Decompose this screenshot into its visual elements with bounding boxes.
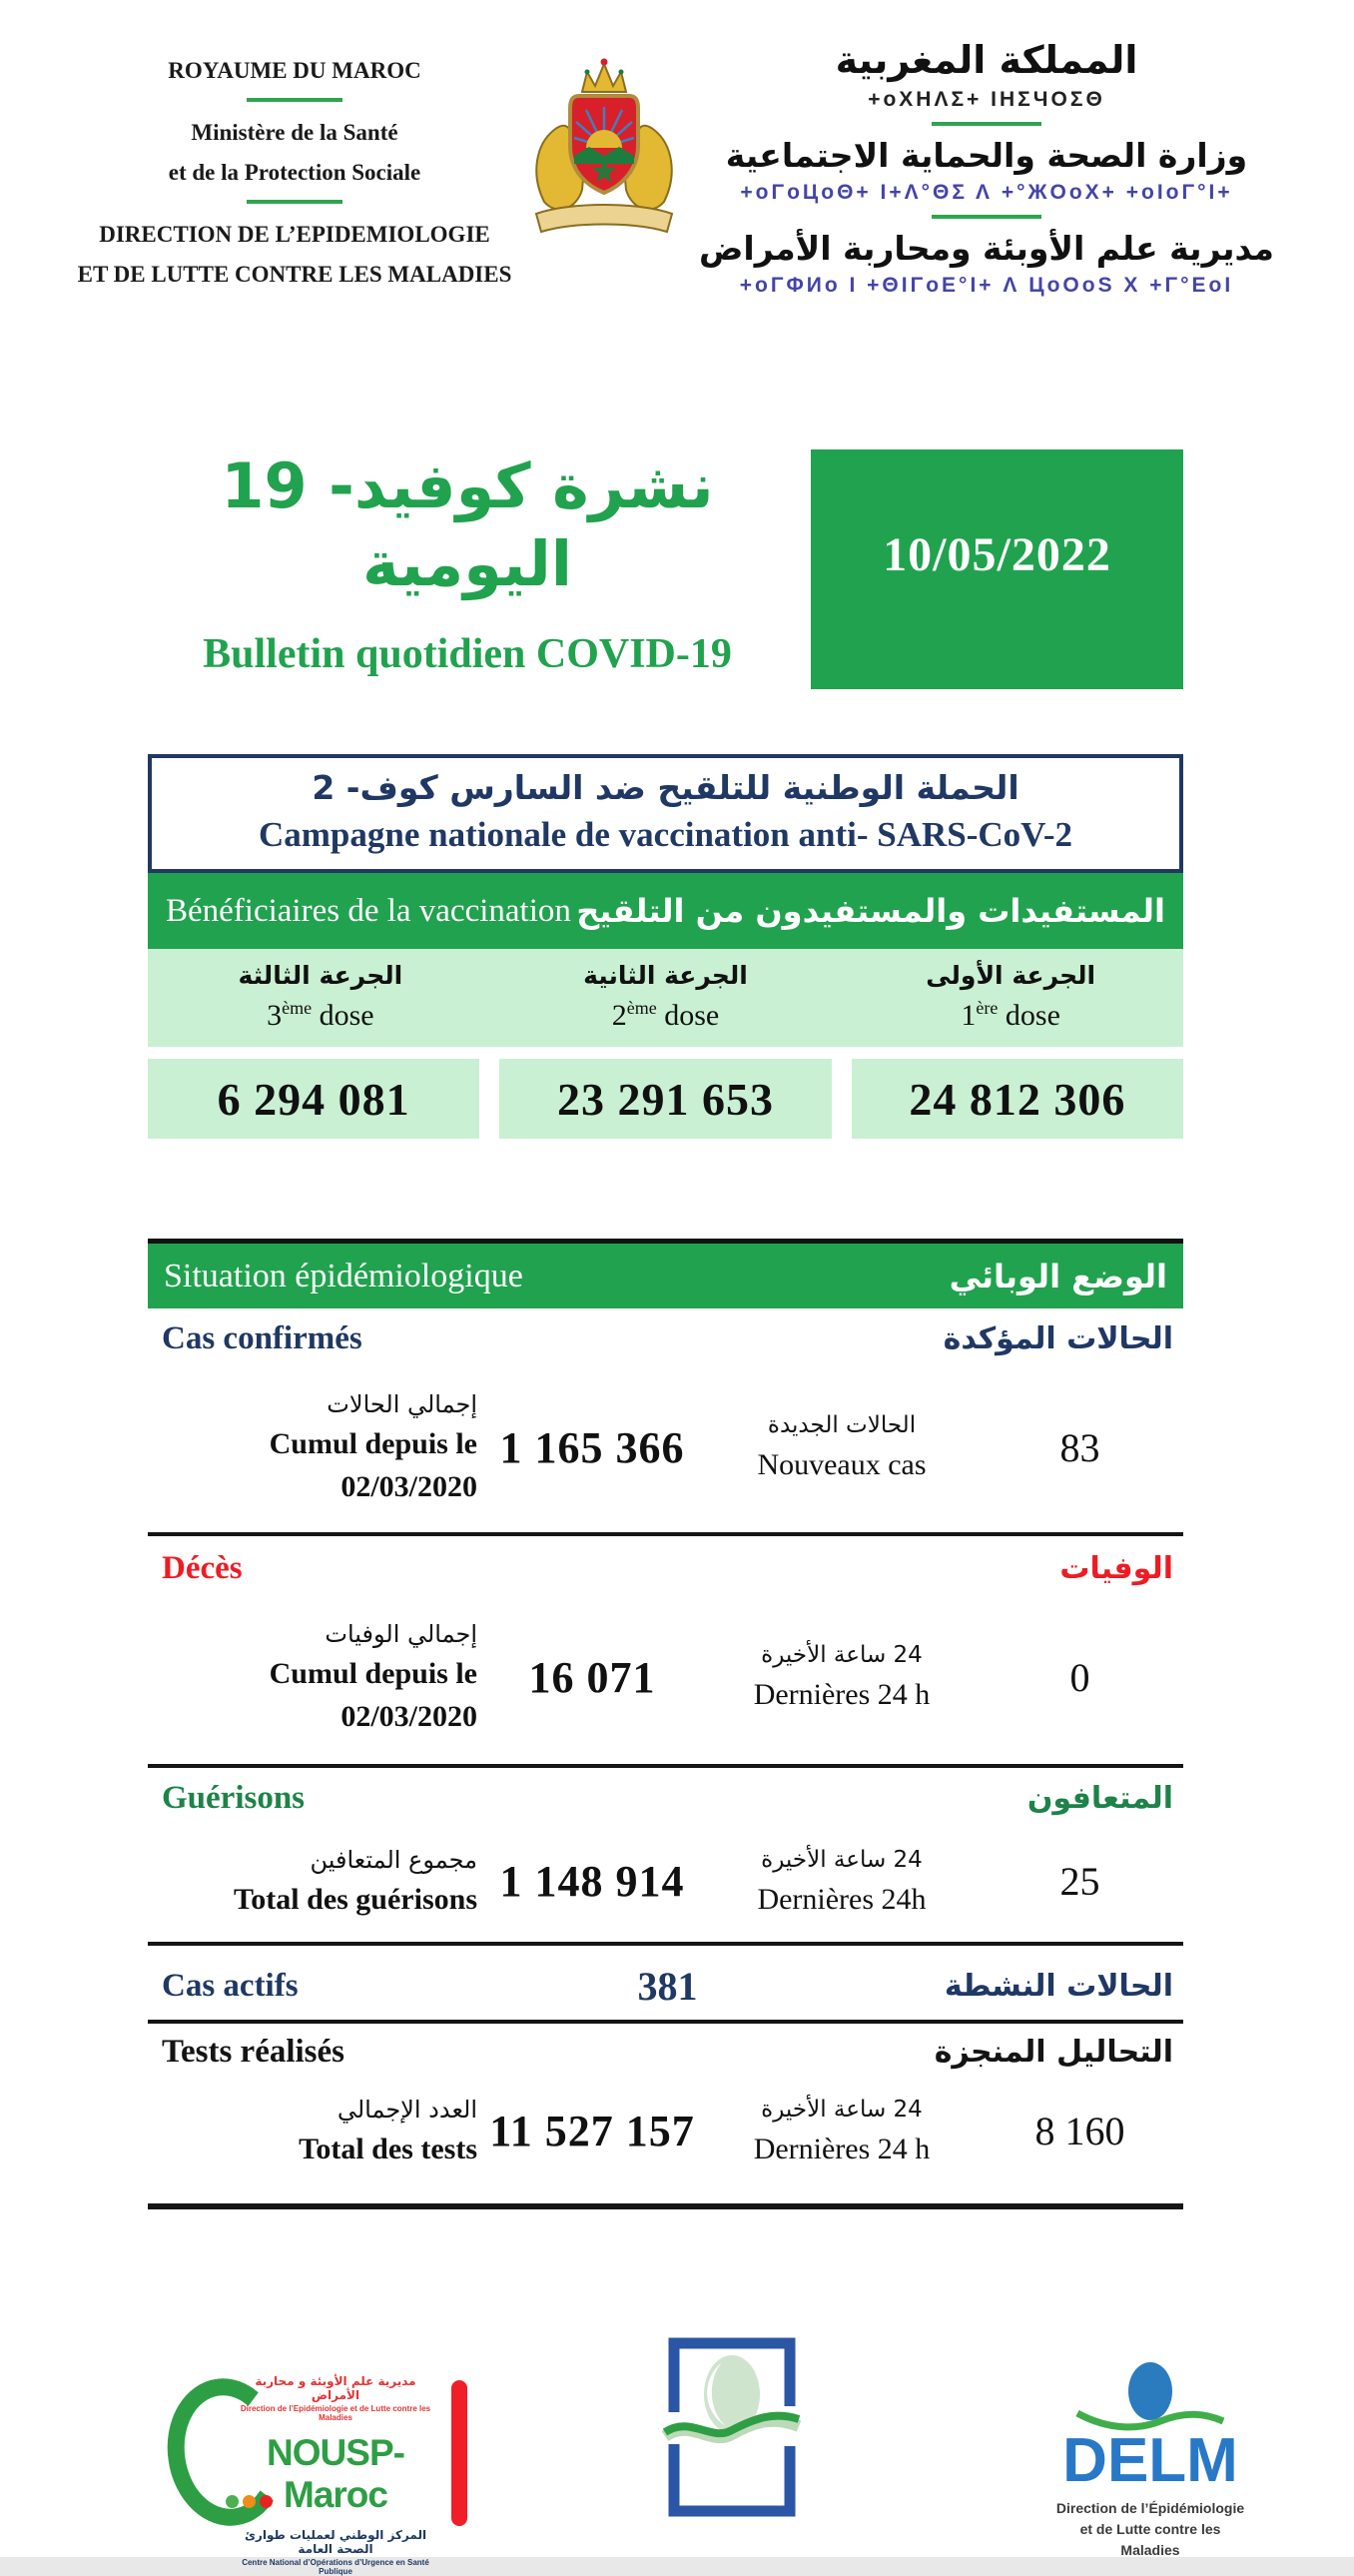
cnousp-text-block	[230, 2374, 441, 2576]
recoveries-row	[148, 1846, 1183, 1917]
dose-2-label	[493, 961, 839, 1033]
section-divider	[148, 1764, 1183, 1768]
date-box	[811, 449, 1183, 689]
green-divider	[932, 122, 1041, 126]
delm-subtitle-line1: Direction de l’Épidémiologie	[1055, 2500, 1245, 2516]
vaccination-campaign-box	[148, 754, 1183, 873]
dose-word: dose	[319, 999, 374, 1032]
dose-1-label	[838, 961, 1183, 1033]
deaths-24h-value: 0	[1069, 1654, 1090, 1700]
tests-24h-label	[707, 2097, 977, 2166]
dose-values-row	[148, 1059, 1183, 1139]
delm-logo	[1050, 2362, 1250, 2561]
delm-subtitle-line2: et de Lutte contre les Maladies	[1079, 2521, 1221, 2558]
recoveries-24h-label	[707, 1847, 977, 1917]
section-divider	[148, 1532, 1183, 1536]
deaths-since-date: 02/03/2020	[340, 1700, 477, 1733]
coat-of-arms-icon	[519, 38, 689, 252]
bulletin-title-arabic: نشرة كوفيد- 19 اليومية	[221, 449, 714, 600]
dose-word: dose	[664, 999, 720, 1032]
dose-2-arabic: الجرعة الثانية	[583, 961, 748, 990]
confirmed-heading	[148, 1320, 1183, 1357]
active-cases-label-french: Cas actifs	[162, 1967, 299, 2004]
deaths-24h-label-arabic: 24 ساعة الأخيرة	[761, 1642, 923, 1668]
situation-label-french: Situation épidémiologique	[164, 1257, 523, 1294]
deaths-24h-label-french: Dernières 24 h	[753, 1678, 931, 1711]
confirmed-row	[148, 1390, 1183, 1504]
green-divider	[247, 98, 342, 102]
deaths-label-arabic: الوفيات	[1059, 1551, 1173, 1586]
confirmed-total-value: 1 165 366	[499, 1422, 685, 1472]
beneficiaries-bar	[148, 873, 1183, 949]
dose-number: 2	[611, 999, 627, 1032]
delm-subtitle	[1050, 2498, 1250, 2561]
direction-arabic: مديرية علم الأوبئة ومحاربة الأمراض	[698, 229, 1274, 268]
confirmed-total-label-arabic: إجمالي الحالات	[327, 1390, 477, 1418]
dose-number: 1	[961, 999, 977, 1032]
deaths-label-french: Décès	[162, 1550, 243, 1586]
header-french-block	[70, 38, 519, 302]
active-cases-value: 381	[637, 1963, 698, 2009]
confirmed-label-french: Cas confirmés	[162, 1320, 362, 1356]
cnousp-dots-icon	[226, 2495, 273, 2508]
dose-3-value: 6 294 081	[148, 1059, 479, 1139]
recoveries-total-label	[148, 1846, 477, 1917]
direction-line-2: ET DE LUTTE CONTRE LES MALADIES	[77, 262, 512, 287]
dose-3-label	[148, 961, 493, 1033]
kingdom-title-tifinagh: +oXHΛΣ+ IHΣЧOΣΘ	[868, 88, 1105, 111]
green-divider	[932, 215, 1041, 219]
dose-ordinal: ème	[626, 998, 657, 1018]
recoveries-label-french: Guérisons	[162, 1780, 306, 1816]
recoveries-24h-value: 25	[1059, 1859, 1100, 1904]
cnousp-logo	[168, 2374, 467, 2576]
tests-label-arabic: التحاليل المنجزة	[934, 2035, 1173, 2070]
recoveries-total-label-arabic: مجموع المتعافين	[310, 1846, 477, 1874]
confirmed-new-label-arabic: الحالات الجديدة	[767, 1412, 917, 1438]
dose-1-french	[838, 998, 1183, 1033]
confirmed-total-label	[148, 1390, 477, 1504]
beneficiaries-label-arabic: المستفيدات والمستفيدون من التلقيح	[576, 892, 1165, 930]
cnousp-direction-french: Direction de l’Epidémiologie et de Lutte contre les Maladies	[240, 2404, 431, 2422]
green-divider	[247, 200, 342, 204]
deaths-total-label-arabic: إجمالي الوفيات	[325, 1620, 477, 1648]
dose-ordinal: ème	[282, 998, 313, 1018]
deaths-total-label-french: Cumul depuis le	[269, 1657, 477, 1690]
ministry-line-2: et de la Protection Sociale	[168, 160, 421, 185]
dose-3-arabic: الجرعة الثالثة	[238, 961, 403, 990]
confirmed-label-arabic: الحالات المؤكدة	[943, 1321, 1173, 1356]
deaths-24h-label	[707, 1642, 977, 1712]
recoveries-total-label-french: Total des guérisons	[234, 1883, 477, 1916]
tests-24h-label-french: Dernières 24 h	[753, 2132, 931, 2165]
ministry-tifinagh: +oΓoЦoΘ+ I+Λ°ΘΣ Λ +°ЖOoX+ +oIoΓ°I+	[740, 181, 1233, 204]
tests-24h-value: 8 160	[1034, 2109, 1125, 2153]
deaths-row	[148, 1620, 1183, 1734]
dose-2-french	[493, 998, 839, 1033]
cnousp-red-bar-icon	[451, 2380, 467, 2526]
ministry-health-logo-icon	[665, 2332, 799, 2527]
tests-row	[148, 2096, 1183, 2166]
ministry-line-1: Ministère de la Santé	[191, 120, 398, 145]
cnousp-center-arabic: المركز الوطني لعمليات طوارئ الصحة العامة	[244, 2528, 427, 2556]
tests-total-label-arabic: العدد الإجمالي	[337, 2096, 477, 2124]
dose-1-arabic: الجرعة الأولى	[926, 961, 1096, 990]
vaccination-section	[148, 754, 1183, 1139]
tests-label-french: Tests réalisés	[162, 2034, 345, 2070]
dose-word: dose	[1005, 999, 1060, 1032]
ministry-arabic: وزارة الصحة والحماية الاجتماعية	[725, 136, 1248, 175]
dose-2-value: 23 291 653	[499, 1059, 831, 1139]
deaths-heading	[148, 1550, 1183, 1587]
tests-total-label-french: Total des tests	[299, 2133, 477, 2165]
deaths-total-label	[148, 1620, 477, 1734]
kingdom-title-arabic: المملكة المغربية	[835, 38, 1138, 82]
recoveries-24h-label-french: Dernières 24h	[757, 1882, 927, 1916]
campaign-title-french: Campagne nationale de vaccination anti- SARS-CoV-2	[258, 815, 1073, 854]
dose-number: 3	[267, 999, 283, 1032]
recoveries-24h-label-arabic: 24 ساعة الأخيرة	[761, 1846, 923, 1873]
tests-24h-label-arabic: 24 ساعة الأخيرة	[761, 2096, 923, 2123]
tests-total-value: 11 527 157	[489, 2107, 695, 2155]
campaign-title-arabic: الحملة الوطنية للتلقيح ضد السارس كوف- 2	[312, 768, 1019, 807]
dose-ordinal: ère	[976, 998, 999, 1018]
beneficiaries-label-french: Bénéficiaires de la vaccination	[166, 892, 571, 929]
situation-label-arabic: الوضع الوبائي	[949, 1257, 1167, 1295]
dose-labels-row	[148, 949, 1183, 1047]
header	[70, 38, 1284, 302]
tests-heading	[148, 2034, 1183, 2071]
section-divider	[148, 2020, 1183, 2024]
footer-logos	[0, 2352, 1354, 2576]
tests-total-label	[148, 2096, 477, 2166]
bottom-divider	[148, 2203, 1183, 2209]
active-cases-row	[148, 1956, 1183, 2016]
confirmed-new-value: 83	[1059, 1424, 1100, 1470]
delm-name: DELM	[1062, 2426, 1238, 2495]
bulletin-title-french: Bulletin quotidien COVID-19	[203, 631, 732, 677]
cnousp-direction-arabic: مديرية علم الأوبئة و محاربة الأمراض	[255, 2374, 416, 2402]
section-divider	[148, 1942, 1183, 1946]
header-arabic-block	[689, 38, 1284, 298]
situation-bar	[148, 1239, 1183, 1308]
bulletin-date: 10/05/2022	[883, 527, 1111, 581]
cnousp-center-french: Centre National d’Opérations d’Urgence en Santé Publique	[242, 2558, 429, 2576]
confirmed-total-label-french: Cumul depuis le	[269, 1427, 477, 1460]
bulletin-title-block	[148, 447, 787, 678]
confirmed-new-label	[707, 1412, 977, 1482]
direction-line-1: DIRECTION DE L’EPIDEMIOLOGIE	[99, 222, 490, 247]
active-cases-label-arabic: الحالات النشطة	[944, 1968, 1173, 2004]
deaths-total-value: 16 071	[528, 1652, 656, 1702]
recoveries-total-value: 1 148 914	[499, 1857, 685, 1906]
dose-1-value: 24 812 306	[852, 1059, 1183, 1139]
confirmed-new-label-french: Nouveaux cas	[757, 1448, 927, 1481]
direction-tifinagh: +oΓΦИo I +ΘIΓoΕ°I+ Λ ЦoOoS X +Γ°ΕoI	[739, 274, 1234, 297]
kingdom-title: ROYAUME DU MAROC	[168, 58, 421, 83]
cnousp-name: NOUSP-Maroc	[267, 2432, 404, 2515]
recoveries-label-arabic: المتعافون	[1026, 1781, 1173, 1816]
confirmed-since-date: 02/03/2020	[340, 1470, 477, 1503]
recoveries-heading	[148, 1780, 1183, 1817]
dose-3-french	[148, 998, 493, 1033]
